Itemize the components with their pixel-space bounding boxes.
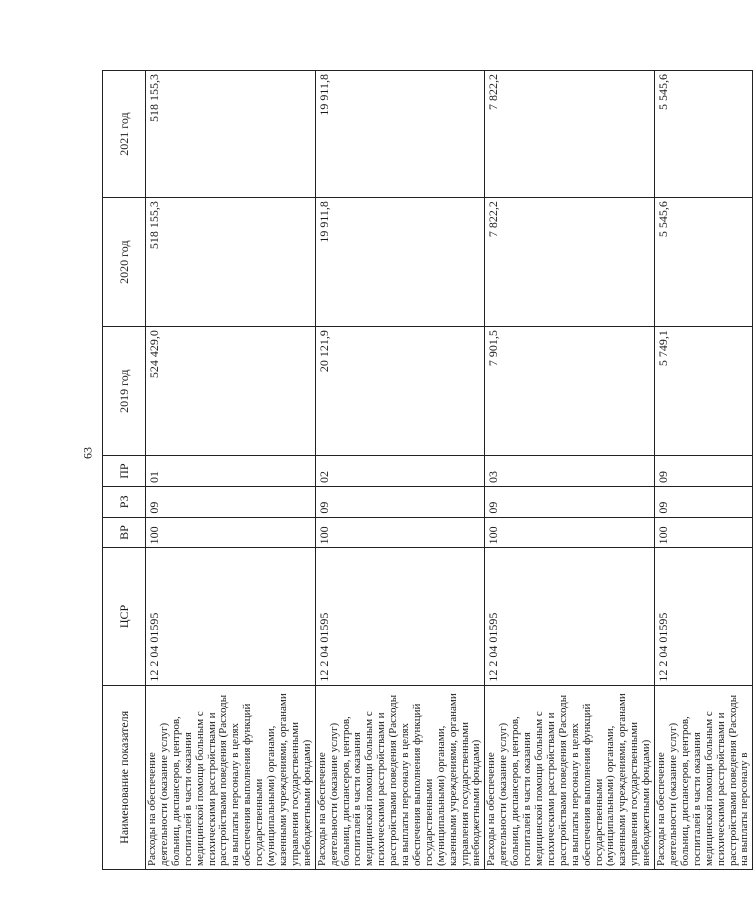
cell-name: Расходы на обеспечение деятельности (оказание услуг) больниц, диспансеров, центров, госпиталей в части оказания медицинской помощи больным с психическими расстройствами и расстройствами поведения (Расходы на выплаты персоналу в целях обеспечения выполнения функций государственными (муниципальными) органами, казенными учреждениями, органами управления государственными внебюджетными фондами): [315, 685, 485, 869]
cell-2020: 5 545,6: [655, 198, 753, 327]
cell-csr: 12 2 04 01595: [146, 548, 316, 685]
cell-2020: 19 911,8: [315, 198, 485, 327]
header-2020: 2020 год: [103, 198, 146, 327]
page-number: 63: [80, 447, 95, 459]
cell-pr: 09: [655, 456, 753, 487]
cell-vr: 100: [146, 517, 316, 548]
cell-pr: 02: [315, 456, 485, 487]
cell-csr: 12 2 04 01595: [485, 548, 655, 685]
cell-rz: 09: [655, 486, 753, 517]
table-row: [485, 71, 655, 870]
header-2021: 2021 год: [103, 71, 146, 198]
cell-2019: 20 121,9: [315, 327, 485, 456]
header-2019: 2019 год: [103, 327, 146, 456]
cell-rz: 09: [485, 486, 655, 517]
cell-2021: 19 911,8: [315, 71, 485, 198]
header-csr: ЦСР: [103, 548, 146, 685]
budget-table: [102, 70, 753, 870]
cell-name: Расходы на обеспечение деятельности (оказание услуг) больниц, диспансеров, центров, госпиталей в части оказания медицинской помощи больным с психическими расстройствами и расстройствами поведения (Расходы на выплаты персоналу в целях обеспечения выполнения функций государственными (муниципальными) органами, казенными учреждениями, органами управления государственными внебюджетными фондами): [485, 685, 655, 869]
cell-2021: 5 545,6: [655, 71, 753, 198]
cell-name: Расходы на обеспечение деятельности (оказание услуг) больниц, диспансеров, центров, госпиталей в части оказания медицинской помощи больным с психическими расстройствами и расстройствами поведения (Расходы на выплаты персоналу в: [655, 685, 753, 869]
cell-csr: 12 2 04 01595: [315, 548, 485, 685]
header-name: Наименование показателя: [103, 685, 146, 869]
table-row: [655, 71, 753, 870]
header-pr: ПР: [103, 456, 146, 487]
table-row: [315, 71, 485, 870]
cell-name: Расходы на обеспечение деятельности (оказание услуг) больниц, диспансеров, центров, госпиталей в части оказания медицинской помощи больным с психическими расстройствами и расстройствами поведения (Расходы на выплаты персоналу в целях обеспечения выполнения функций государственными (муниципальными) органами, казенными учреждениями, органами управления государственными внебюджетными фондами): [146, 685, 316, 869]
cell-2019: 524 429,0: [146, 327, 316, 456]
table-row: [146, 71, 316, 870]
header-rz: РЗ: [103, 486, 146, 517]
header-vr: ВР: [103, 517, 146, 548]
cell-vr: 100: [655, 517, 753, 548]
cell-vr: 100: [315, 517, 485, 548]
cell-vr: 100: [485, 517, 655, 548]
cell-2019: 7 901,5: [485, 327, 655, 456]
cell-pr: 03: [485, 456, 655, 487]
cell-2021: 7 822,2: [485, 71, 655, 198]
cell-2019: 5 749,1: [655, 327, 753, 456]
cell-rz: 09: [315, 486, 485, 517]
cell-csr: 12 2 04 01595: [655, 548, 753, 685]
cell-2020: 518 155,3: [146, 198, 316, 327]
cell-2020: 7 822,2: [485, 198, 655, 327]
cell-2021: 518 155,3: [146, 71, 316, 198]
table-header-row: [103, 71, 146, 870]
rotated-table-container: [102, 70, 751, 870]
cell-rz: 09: [146, 486, 316, 517]
cell-pr: 01: [146, 456, 316, 487]
